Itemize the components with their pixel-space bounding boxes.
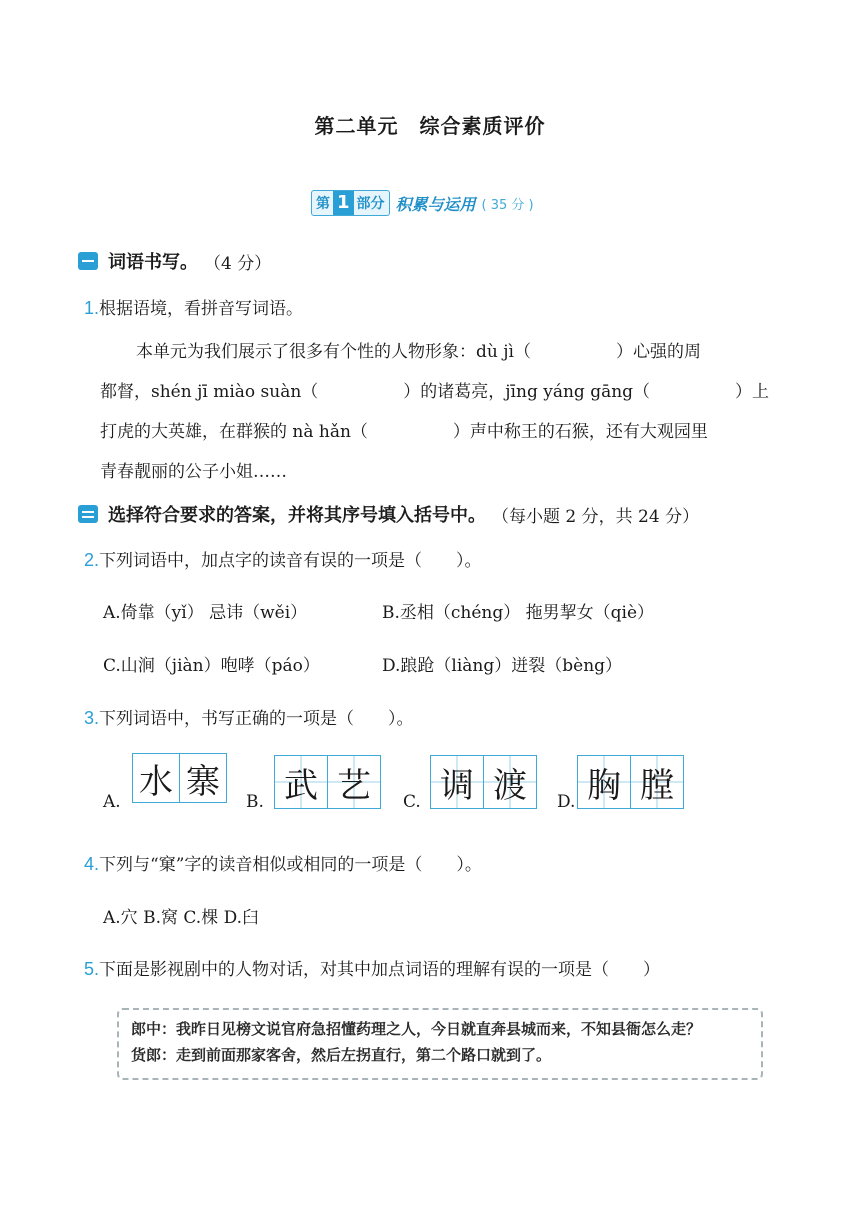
question-2-option-d: D.踉跄（liàng）迸裂（bèng）	[382, 656, 623, 676]
question-4-options: A.穴 B.窝 C.棵 D.臼	[103, 908, 260, 928]
question-4-number: 4.	[84, 854, 100, 874]
question-1-number: 1.	[84, 298, 100, 318]
tianzige-cell: 艺	[327, 756, 380, 808]
part-number: 1	[333, 191, 354, 215]
question-3-option-c-label: C.	[403, 792, 421, 812]
passage-line: 都督，shén jī miào suàn（ ）的诸葛亮，jīng yáng gāng（ ）上	[100, 382, 770, 402]
part-score: ( 35 分 )	[481, 197, 534, 213]
dialogue-box	[117, 1008, 763, 1080]
section-1-heading	[78, 248, 271, 274]
question-3-option-c-word	[430, 755, 537, 809]
question-4	[84, 850, 482, 875]
part-suffix: 部分	[356, 196, 385, 212]
tianzige-cell: 水	[133, 754, 179, 802]
section-1-score: （4 分）	[204, 253, 272, 274]
section-1-title: 词语书写。	[108, 252, 198, 273]
question-1-passage	[100, 332, 790, 492]
question-3-number: 3.	[84, 708, 100, 728]
question-4-text: 下列与“窠”字的读音相似或相同的一项是（ ）。	[99, 855, 482, 875]
question-1	[84, 294, 303, 319]
question-5	[84, 955, 660, 980]
tianzige-cell: 膛	[630, 756, 683, 808]
section-2-icon	[78, 505, 98, 523]
tianzige-cell: 寨	[179, 754, 226, 802]
question-5-text: 下面是影视剧中的人物对话，对其中加点词语的理解有误的一项是（ ）	[99, 960, 661, 980]
question-3-option-a-label: A.	[103, 792, 121, 812]
question-2-number: 2.	[84, 550, 100, 570]
page-title: 第二单元 综合素质评价	[314, 114, 546, 138]
part-name: 积累与运用	[395, 194, 476, 214]
question-3-option-b-word	[274, 755, 381, 809]
question-2-option-a: A.倚靠（yǐ） 忌讳（wěi）	[103, 603, 308, 623]
tianzige-cell: 武	[275, 756, 327, 808]
question-2-text: 下列词语中，加点字的读音有误的一项是（ ）。	[99, 551, 482, 571]
tianzige-cell: 渡	[483, 756, 536, 808]
passage-line: 打虎的大英雄，在群猴的 nà hǎn（ ）声中称王的石猴，还有大观园里	[100, 422, 708, 442]
question-3	[84, 704, 414, 729]
passage-line: 本单元为我们展示了很多有个性的人物形象：dù jì（ ）心强的周	[136, 342, 701, 362]
tianzige-cell: 调	[431, 756, 483, 808]
passage-line: 青春靓丽的公子小姐……	[100, 462, 287, 482]
section-1-icon	[78, 252, 98, 270]
question-3-option-d-label: D.	[557, 792, 576, 812]
dialogue-line-2: 货郎：走到前面那家客舍，然后左拐直行，第二个路口就到了。	[131, 1046, 552, 1064]
question-2	[84, 546, 482, 571]
dialogue-line-1: 郎中：我昨日见榜文说官府急招懂药理之人，今日就直奔县城而来，不知县衙怎么走？	[131, 1020, 702, 1038]
question-2-option-c: C.山涧（jiàn）咆哮（páo）	[103, 656, 320, 676]
question-3-option-d-word	[577, 755, 684, 809]
tianzige-cell: 胸	[578, 756, 630, 808]
part-badge	[311, 190, 390, 216]
question-3-option-a-word	[132, 753, 227, 803]
question-1-text: 根据语境，看拼音写词语。	[99, 299, 304, 319]
question-3-option-b-label: B.	[246, 792, 264, 812]
part-banner	[311, 190, 534, 216]
part-prefix: 第	[316, 196, 330, 212]
question-2-option-b: B.丞相（chéng） 拖男挈女（qiè）	[382, 603, 655, 623]
question-5-number: 5.	[84, 959, 100, 979]
section-2-score: （每小题 2 分，共 24 分）	[492, 506, 700, 527]
section-2-title: 选择符合要求的答案，并将其序号填入括号中。	[108, 505, 486, 526]
section-2-heading	[78, 501, 699, 527]
question-3-text: 下列词语中，书写正确的一项是（ ）。	[99, 709, 414, 729]
